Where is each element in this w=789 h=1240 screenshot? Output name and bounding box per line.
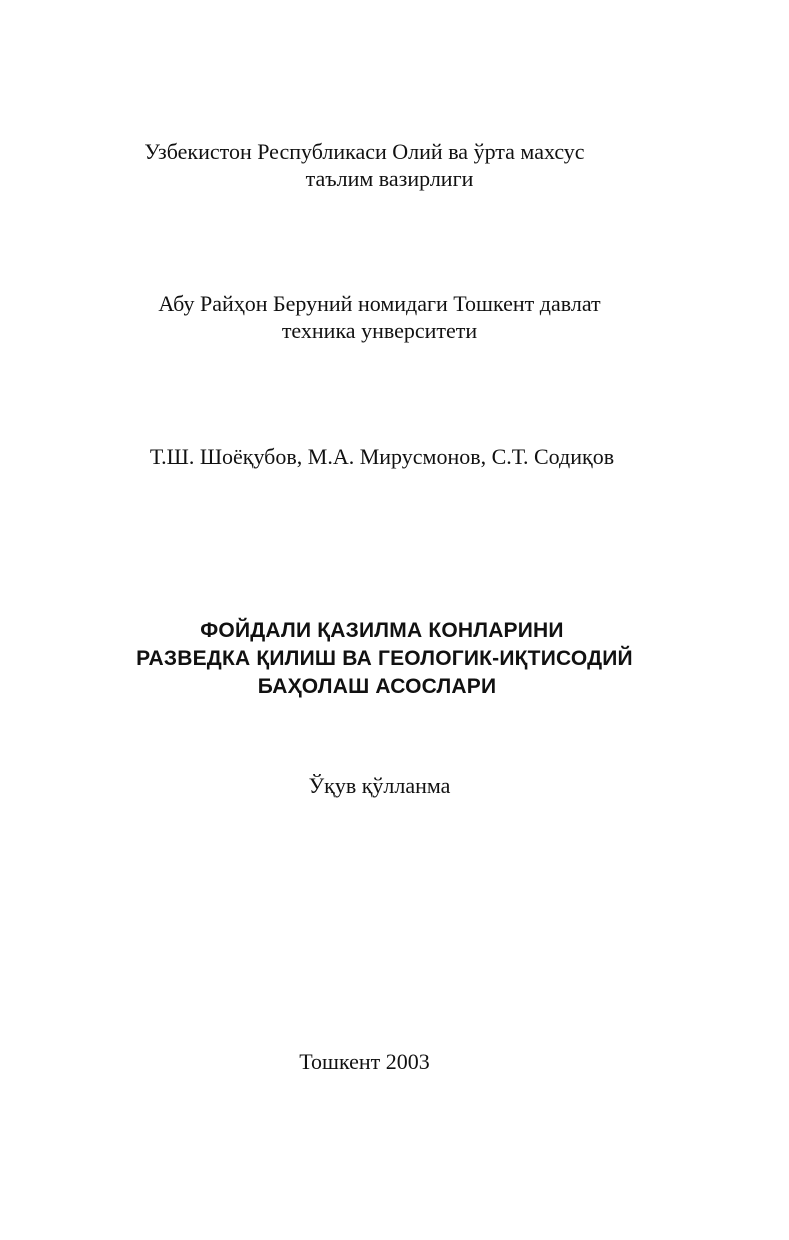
book-genre bbox=[0, 772, 789, 799]
ministry-line-1: Узбекистон Республикаси Олий ва ўрта махсус bbox=[144, 139, 585, 164]
authors bbox=[0, 443, 789, 470]
imprint bbox=[0, 1048, 789, 1075]
genre-line: Ўқув қўлланма bbox=[308, 773, 451, 798]
ministry-line-2: таълим вазирлиги bbox=[305, 166, 474, 191]
university-header bbox=[0, 290, 789, 344]
book-title-line-2: РАЗВЕДКА ҚИЛИШ ВА ГЕОЛОГИК-ИҚТИСОДИЙ bbox=[136, 647, 633, 670]
imprint-line: Тошкент 2003 bbox=[299, 1049, 430, 1074]
university-line-2: техника унверситети bbox=[281, 318, 478, 343]
university-line-1: Абу Райҳон Беруний номидаги Тошкент давлат bbox=[158, 291, 601, 316]
book-title bbox=[0, 617, 789, 701]
authors-line: Т.Ш. Шоёқубов, М.А. Мирусмонов, С.Т. Содиқов bbox=[149, 444, 615, 469]
ministry-header bbox=[0, 138, 789, 192]
book-title-line-1: ФОЙДАЛИ ҚАЗИЛМА КОНЛАРИНИ bbox=[200, 619, 564, 642]
book-title-line-3: БАҲОЛАШ АСОСЛАРИ bbox=[257, 675, 497, 698]
